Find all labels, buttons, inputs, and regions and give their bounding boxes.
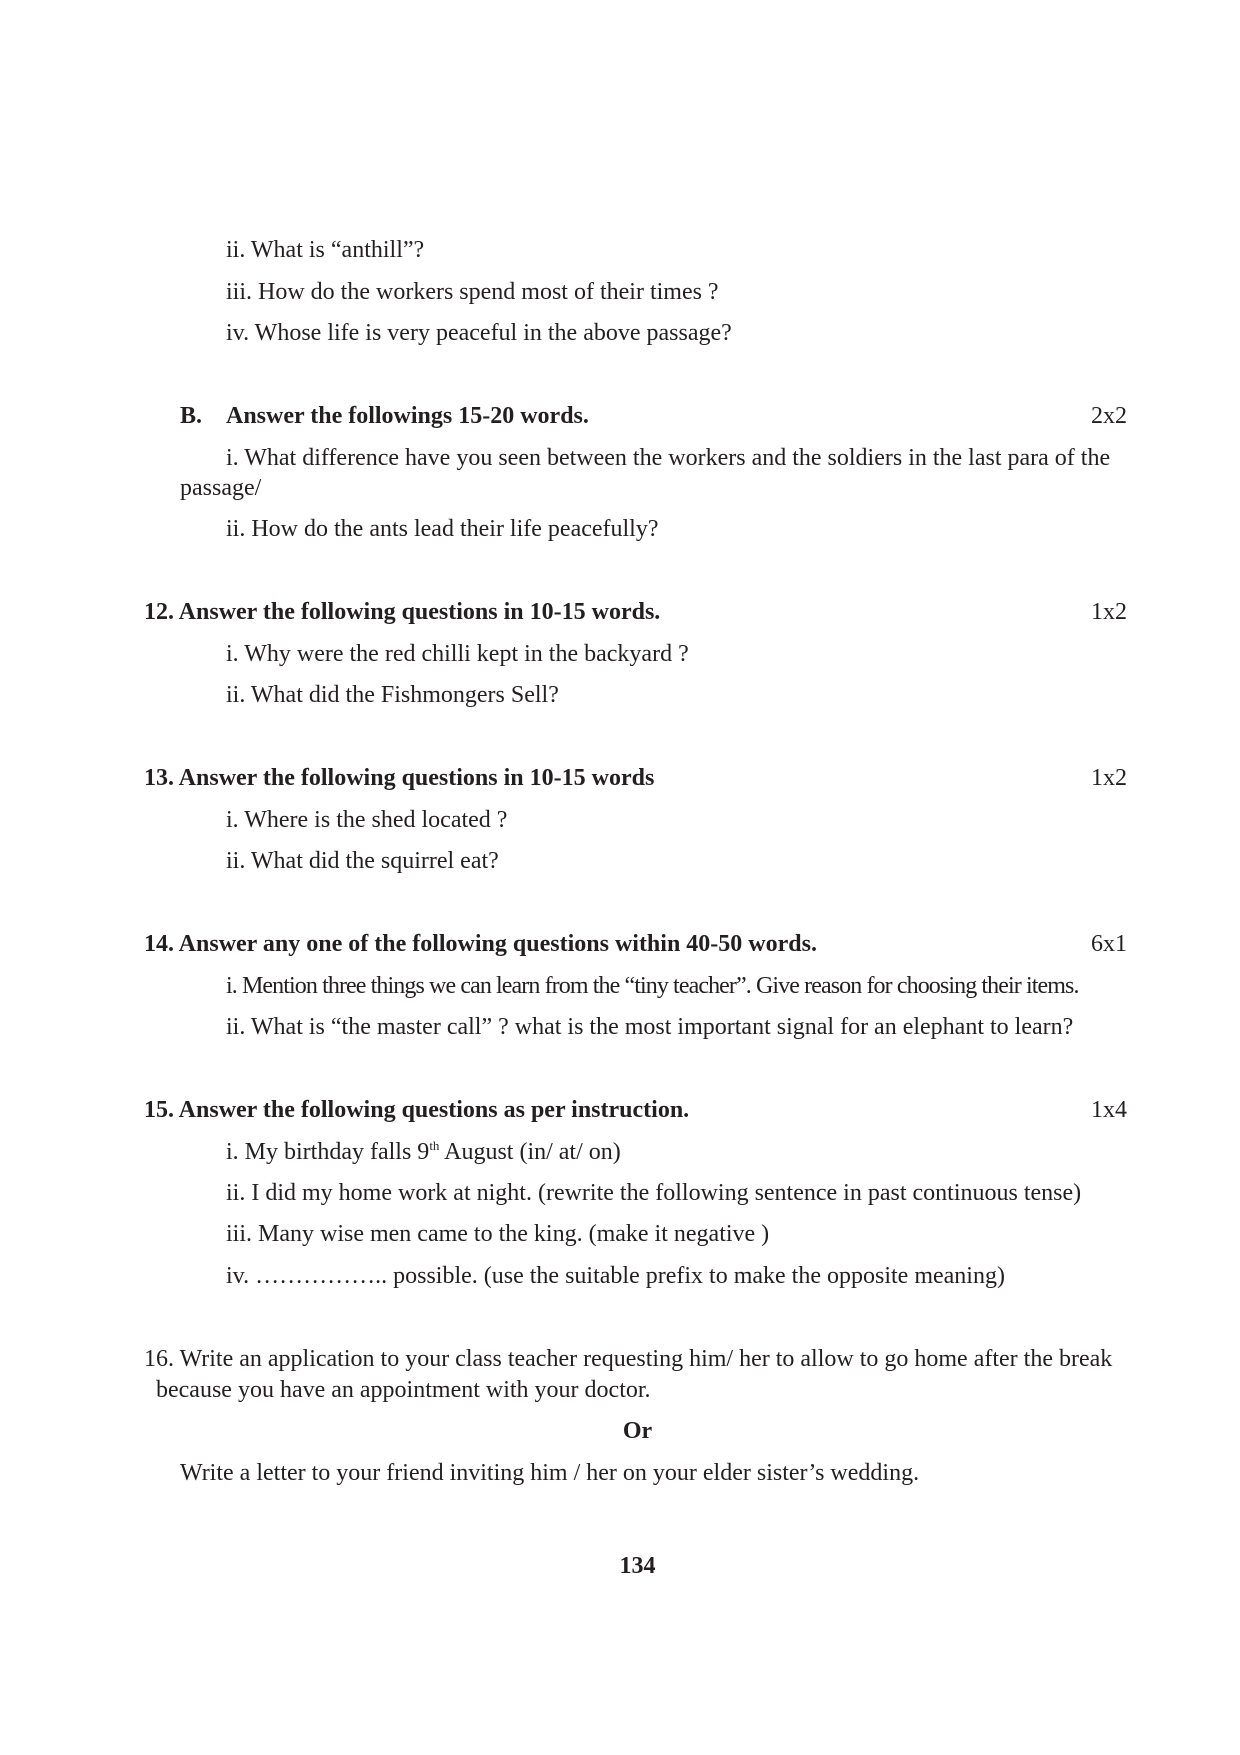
- q15-item-1: [226, 1138, 621, 1166]
- q11b-heading: Answer the followings 15-20 words.: [226, 403, 589, 429]
- q14-item-1: i. Mention three things we can learn from the “tiny teacher”. Give reason for choosing their items.: [226, 973, 1079, 999]
- q15-item-4: iv. …………….. possible. (use the suitable prefix to make the opposite meaning): [226, 1263, 1005, 1289]
- q11b-item-1-line-1: i. What difference have you seen between the workers and the soldiers in the last para of the: [226, 445, 1111, 471]
- q12-marks: 1x2: [1091, 599, 1127, 625]
- q15-item-1-pre: i. My birthday falls 9: [226, 1139, 430, 1165]
- q16-or: Or: [622, 1418, 653, 1444]
- q13-item-1: i. Where is the shed located ?: [226, 807, 508, 833]
- q11b-letter: B.: [180, 403, 203, 429]
- q11a-item-4: iv. Whose life is very peaceful in the above passage?: [226, 320, 732, 346]
- q13-item-2: ii. What did the squirrel eat?: [226, 848, 499, 874]
- q16-line-1: 16. Write an application to your class teacher requesting him/ her to allow to go home after the break: [144, 1346, 1113, 1372]
- q15-item-3: iii. Many wise men came to the king. (make it negative ): [226, 1221, 770, 1247]
- q13-marks: 1x2: [1091, 765, 1127, 791]
- q15-item-1-post: August (in/ at/ on): [439, 1139, 621, 1165]
- q14-heading: 14. Answer any one of the following questions within 40-50 words.: [144, 931, 817, 957]
- q11b-item-2: ii. How do the ants lead their life peacefully?: [226, 516, 659, 542]
- q15-item-2: ii. I did my home work at night. (rewrite the following sentence in past continuous tense): [226, 1180, 1082, 1206]
- q12-heading: 12. Answer the following questions in 10-15 words.: [144, 599, 661, 625]
- q12-item-2: ii. What did the Fishmongers Sell?: [226, 682, 559, 708]
- q15-marks: 1x4: [1091, 1097, 1127, 1123]
- q11b-item-1-line-2: passage/: [180, 475, 262, 501]
- q11a-item-3: iii. How do the workers spend most of their times ?: [226, 279, 719, 305]
- q15-item-1-sup: th: [429, 1138, 440, 1153]
- q16-line-2: because you have an appointment with your doctor.: [156, 1377, 651, 1403]
- q11b-marks: 2x2: [1091, 403, 1127, 429]
- q14-item-2: ii. What is “the master call” ? what is the most important signal for an elephant to learn?: [226, 1014, 1074, 1040]
- q12-item-1: i. Why were the red chilli kept in the backyard ?: [226, 641, 689, 667]
- q11a-item-2: ii. What is “anthill”?: [226, 237, 425, 263]
- q14-marks: 6x1: [1091, 931, 1127, 957]
- q13-heading: 13. Answer the following questions in 10-15 words: [144, 765, 655, 791]
- q16-alt: Write a letter to your friend inviting him / her on your elder sister’s wedding.: [180, 1460, 920, 1486]
- page-number: 134: [619, 1553, 656, 1579]
- q15-heading: 15. Answer the following questions as per instruction.: [144, 1097, 690, 1123]
